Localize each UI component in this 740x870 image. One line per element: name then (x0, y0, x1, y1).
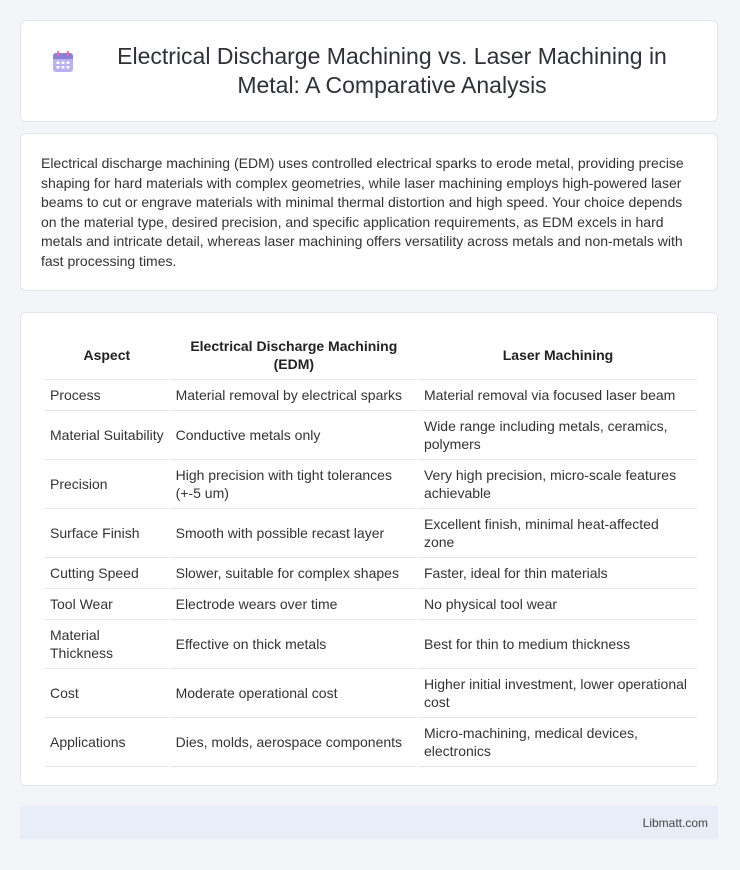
comparison-card (20, 312, 718, 786)
table-row (45, 411, 697, 460)
cell-edm: Material removal by electrical sparks (171, 380, 417, 411)
cell-edm: Slower, suitable for complex shapes (171, 558, 417, 589)
cell-laser: Faster, ideal for thin materials (419, 558, 697, 589)
cell-edm: Moderate operational cost (171, 669, 417, 718)
title-card (20, 20, 718, 122)
cell-laser: Material removal via focused laser beam (419, 380, 697, 411)
cell-aspect: Cost (45, 669, 169, 718)
table-header-row (45, 331, 697, 380)
cell-edm: Smooth with possible recast layer (171, 509, 417, 558)
cell-edm: Conductive metals only (171, 411, 417, 460)
cell-aspect: Cutting Speed (45, 558, 169, 589)
table-row (45, 509, 697, 558)
header-laser: Laser Machining (419, 331, 697, 380)
cell-laser: Excellent finish, minimal heat-affected zone (419, 509, 697, 558)
cell-laser: No physical tool wear (419, 589, 697, 620)
cell-aspect: Precision (45, 460, 169, 509)
table-row (45, 460, 697, 509)
cell-laser: Wide range including metals, ceramics, polymers (419, 411, 697, 460)
table-row (45, 718, 697, 767)
cell-aspect: Material Thickness (45, 620, 169, 669)
cell-aspect: Material Suitability (45, 411, 169, 460)
cell-aspect: Applications (45, 718, 169, 767)
cell-laser: Best for thin to medium thickness (419, 620, 697, 669)
header-aspect: Aspect (45, 331, 169, 380)
cell-edm: Dies, molds, aerospace components (171, 718, 417, 767)
title-wrap (51, 42, 687, 100)
cell-aspect: Process (45, 380, 169, 411)
cell-aspect: Tool Wear (45, 589, 169, 620)
footer (20, 806, 718, 839)
table-row (45, 620, 697, 669)
footer-brand-link[interactable]: Libmatt.com (642, 815, 708, 830)
comparison-table (43, 331, 699, 767)
header-edm: Electrical Discharge Machining (EDM) (171, 331, 417, 380)
intro-card (20, 133, 718, 291)
page-title: Electrical Discharge Machining vs. Laser Machining in Metal: A Comparative Analysis (117, 43, 667, 98)
cell-laser: Higher initial investment, lower operational cost (419, 669, 697, 718)
cell-laser: Very high precision, micro-scale features achievable (419, 460, 697, 509)
cell-aspect: Surface Finish (45, 509, 169, 558)
cell-edm: High precision with tight tolerances (+-5 um) (171, 460, 417, 509)
intro-paragraph: Electrical discharge machining (EDM) uses controlled electrical sparks to erode metal, providing precise shaping for hard materials with complex geometries, while laser machining employs high-powered laser beams to cut or engrave materials with minimal thermal distortion and high speed. Your choice depends on the material type, desired precision, and specific application requirements, as EDM excels in hard metals and intricate detail, whereas laser machining offers versatility across metals and non-metals with fast processing times. (41, 155, 684, 269)
cell-edm: Electrode wears over time (171, 589, 417, 620)
table-row (45, 589, 697, 620)
cell-laser: Micro-machining, medical devices, electronics (419, 718, 697, 767)
table-row (45, 669, 697, 718)
table-row (45, 380, 697, 411)
cell-edm: Effective on thick metals (171, 620, 417, 669)
table-row (45, 558, 697, 589)
calendar-icon (51, 50, 75, 74)
